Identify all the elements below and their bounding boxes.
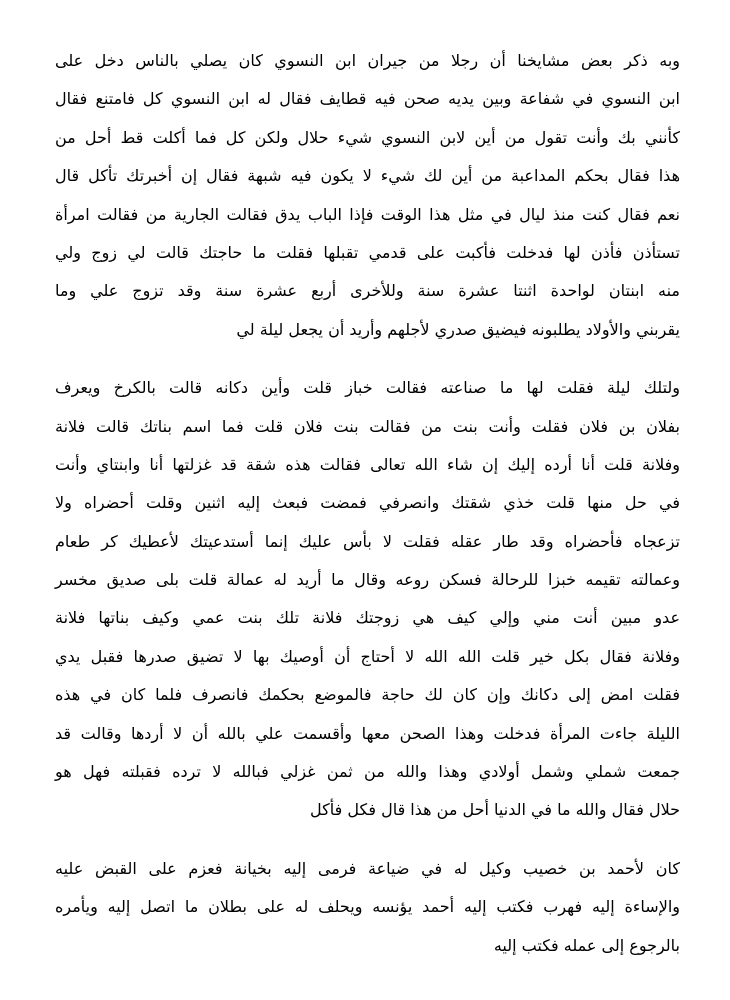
text-line: تزعجاه فأحضراه وقد طار عقله فقلت لا بأس عليك إنما أستدعيتك لأعطيك كر طعام xyxy=(55,531,680,551)
text-line: هذا فقال بحكم المداعبة من أين لك شيء لا يكون فيه شبهة فقال إن أخبرتك تأكل قال xyxy=(55,166,680,186)
text-line: وبه ذكر بعض مشايخنا أن رجلا من جيران ابن النسوي كان يصلي بالناس دخل على xyxy=(55,51,680,70)
paragraph-2 xyxy=(55,369,680,830)
text-line: بالرجوع إلى عمله فكتب إليه xyxy=(493,935,680,955)
text-line: حلال فقال والله ما في الدنيا أحل من هذا قال فكل فأكل xyxy=(310,800,680,820)
text-line: عدو مبين أنت مني وإلي كيف هي زوجتك فلانة تلك بنت عمي وكيف بناتها فلانة xyxy=(55,608,680,628)
text-line: جمعت شملي وشمل أولادي وهذا والله من ثمن غزلي فبالله لا ترده فقبلته فهل هو xyxy=(55,762,680,782)
text-line: نعم فقال كنت منذ ليال في مثل هذا الوقت فإذا الباب يدق فقالت الجارية من فقالت امرأة xyxy=(55,204,680,224)
text-line: وعمالته تقيمه خبزا للرحالة فسكن روعه وقال ما أريد له عمالة قلت بلى صديق مخسر xyxy=(55,570,680,590)
text-line: كأنني بك وأنت تقول من أين لابن النسوي شيء حلال ولكن كل فما أكلت قط أحل من xyxy=(55,127,680,147)
text-line: في حل منها قلت خذي شقتك وانصرفي فمضت فبعث إليه اثنين وقلت أحضراه ولا xyxy=(55,493,680,513)
text-line: كان لأحمد بن خصيب وكيل له في ضياعة فرمى إليه بخيانة فعزم على القبض عليه xyxy=(55,858,680,878)
text-line: يقربني والأولاد يطلبونه فيضيق صدري لأجلهم وأريد أن يجعل ليلة لي xyxy=(236,319,680,339)
text-line: الليلة جاءت المرأة فدخلت وهذا الصحن معها وأقسمت علي بالله أن لا أردها وقالت قد xyxy=(55,723,680,743)
text-line: ولتلك ليلة فقلت لها ما صناعته فقالت خباز قلت وأين دكانه قالت بالكرخ ويعرف xyxy=(55,378,680,398)
text-line: وفلانة قلت أنا أرده إليك إن شاء الله تعالى فقالت هذه شقة قد غزلتها أنا وابنتاي وأنت xyxy=(55,454,680,474)
text-line: منه ابنتان لواحدة اثنتا عشرة سنة وللأخرى أربع عشرة سنة وقد تزوج علي وما xyxy=(55,281,680,301)
text-line: فقلت امض إلى دكانك وإن كان لك حاجة فالموضع بحكمك فانصرف فلما كان في هذه xyxy=(55,685,680,705)
text-line: بفلان بن فلان فقلت وأنت بنت من فقالت بنت فلان قلت فما اسم بناتك قالت فلانة xyxy=(55,416,680,436)
text-line: والإساءة إليه فهرب فكتب إليه أحمد يؤنسه ويحلف له على بطلان ما اتصل إليه ويأمره xyxy=(55,897,680,917)
document-page xyxy=(55,42,680,985)
text-line: ابن النسوي في شفاعة وبين يديه صحن فيه قطايف فقال له ابن النسوي كل فامتنع فقال xyxy=(55,89,680,109)
text-line: تستأذن فأذن لها فدخلت فأكبت على قدمي تقبلها فقلت ما حاجتك قالت لي زوج ولي xyxy=(55,242,680,262)
paragraph-3 xyxy=(55,850,680,965)
text-line: وفلانة فقال بكل خير قلت الله الله لا أحتاج أن أوصيك بها لا تضيق صدرها فقبل يدي xyxy=(55,646,680,666)
paragraph-1 xyxy=(55,42,680,349)
